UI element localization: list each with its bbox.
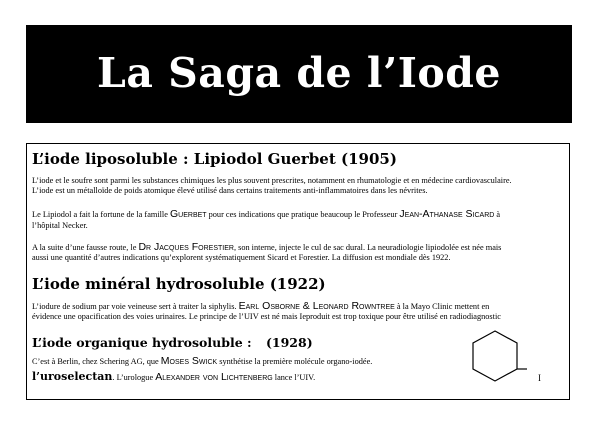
heading-organique-year: (1928) xyxy=(266,335,313,350)
text: Le Lipiodol a fait la fortune de la famille xyxy=(32,210,170,219)
liposoluble-para2-line2: l’hôpital Necker. xyxy=(32,221,88,230)
liposoluble-para2-line1 xyxy=(32,209,500,221)
benzene-ring xyxy=(473,331,517,381)
text: L’iodure de sodium par voie veineuse sert à traiter la siphylis. xyxy=(32,302,239,311)
liposoluble-para3-line1 xyxy=(32,242,501,254)
heading-mineral: L’iode minéral hydrosoluble (1922) xyxy=(32,275,326,293)
text: synthétise la première molécule organo-iodée. xyxy=(217,357,373,366)
page-title: La Saga de l’Iode xyxy=(96,49,501,97)
mineral-para-line2: évidence une opacification des voies urinaires. Le principe de l’UIV est né mais Ieproduit est trop toxique pour être utilisé en radiodiagnostic xyxy=(32,312,501,321)
person-swick: Moses Swick xyxy=(160,355,218,367)
text: pour ces indications que pratique beaucoup le Professeur xyxy=(206,210,400,219)
person-rowntree: Leonard Rowntree xyxy=(312,300,395,312)
person-guerbet: Guerbet xyxy=(170,208,207,220)
heading-organique: L’iode organique hydrosoluble : xyxy=(32,335,252,350)
liposoluble-para1-line2: L’iode est un métalloïde de poids atomique élevé utilisé dans certains traitements anti-inflammatoires dans les névrites. xyxy=(32,186,428,195)
text: à la Mayo Clinic mettent en xyxy=(394,302,490,311)
organique-para2 xyxy=(32,372,315,384)
iodine-label: I xyxy=(538,373,541,383)
ampersand: & xyxy=(299,300,313,312)
person-lichtenberg: Alexander von Lichtenberg xyxy=(155,371,273,383)
heading-liposoluble: L’iode liposoluble : Lipiodol Guerbet (1905) xyxy=(32,150,397,168)
person-forestier: Dr Jacques Forestier xyxy=(138,241,234,253)
mineral-para-line1 xyxy=(32,301,489,313)
liposoluble-para1-line1: L’iode et le soufre sont parmi les substances chimiques les plus souvent prescrites, notamment en rhumatologie et en médecine cardiovasculaire. xyxy=(32,176,512,185)
person-sicard: Jean-Athanase Sicard xyxy=(399,208,495,220)
liposoluble-para3-line2: aussi une quantité d’autres indications qu’explorent systématiquement Sicard et Forestier. La diffusion est mondiale dès 1922. xyxy=(32,253,451,262)
text: . L’urologue xyxy=(112,373,156,382)
uroselectan: l’uroselectan xyxy=(32,370,113,383)
title-banner xyxy=(26,25,572,123)
organique-para1 xyxy=(32,356,372,368)
text: , son interne, injecte le cul de sac dural. La neuradiologie lipiodolée est née mais xyxy=(233,243,502,252)
person-osborne: Earl Osborne xyxy=(238,300,300,312)
hexagon-molecule-diagram xyxy=(462,330,562,400)
text: lance l’UIV. xyxy=(272,373,316,382)
text: C’est à Berlin, chez Schering AG, que xyxy=(32,357,161,366)
text: à xyxy=(494,210,501,219)
text: A la suite d’une fausse route, le xyxy=(32,243,139,252)
